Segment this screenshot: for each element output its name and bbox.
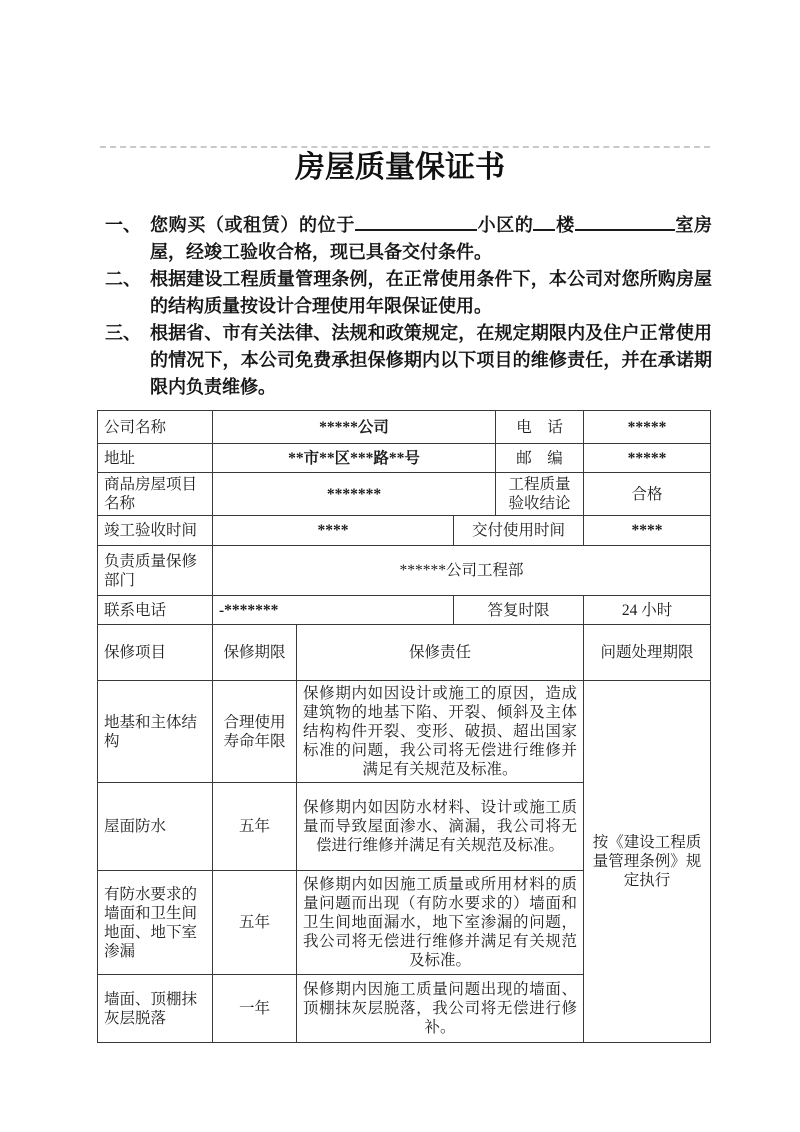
warranty-header-row [98,625,711,681]
phone-value: ***** [584,411,711,444]
handling-deadline-value: 按《建设工程质量管理条例》规定执行 [584,681,711,1043]
warranty-department-label: 负责质量保修部门 [98,546,213,596]
document-title: 房屋质量保证书 [295,151,505,184]
company-name-value: *****公司 [213,411,496,444]
clause-3-number: 三、 [105,323,141,343]
quality-conclusion-value: 合格 [584,473,711,516]
warranty-responsibility: 保修期内因施工质量问题出现的墙面、顶棚抹灰层脱落，我公司将无偿进行修补。 [297,975,584,1043]
table-row [98,516,711,546]
clause-1 [105,212,712,266]
reply-limit-label: 答复时限 [454,596,584,625]
clause-1-segment: 您购买（或租赁）的位于 [150,215,355,235]
warranty-item: 墙面、顶棚抹灰层脱落 [98,975,213,1043]
warranty-period: 五年 [213,783,297,871]
address-value: **市**区***路**号 [213,444,496,473]
warranty-period: 五年 [213,871,297,975]
warranty-period: 合理使用寿命年限 [213,681,297,783]
warranty-responsibility: 保修期内如因施工质量或所用材料的质量问题而出现（有防水要求的）墙面和卫生间地面漏水，地下室渗漏的问题，我公司将无偿进行维修并满足有关规范及标准。 [297,871,584,975]
clause-1-segment: 楼 [555,215,575,235]
warranty-item: 地基和主体结构 [98,681,213,783]
clause-list [105,212,712,401]
warranty-deadline-header: 问题处理期限 [584,625,711,681]
warranty-certificate-table [97,410,711,1043]
warranty-responsibility-header: 保修责任 [297,625,584,681]
warranty-item: 屋面防水 [98,783,213,871]
warranty-row-foundation [98,681,711,783]
clause-2 [105,266,712,320]
clause-1-number: 一、 [105,215,141,235]
clause-1-text [150,212,712,266]
blank-field-building [533,215,555,231]
phone-label: 电 话 [496,411,584,444]
table-row [98,596,711,625]
clause-1-segment: 室房屋，经竣工验收合格，现已具备交付条件。 [150,215,713,262]
warranty-item-header: 保修项目 [98,625,213,681]
table-row [98,411,711,444]
delivery-time-value: **** [584,516,711,546]
project-name-label: 商品房屋项目名称 [98,473,213,516]
blank-field-community [355,215,477,231]
warranty-period: 一年 [213,975,297,1043]
postal-code-label: 邮 编 [496,444,584,473]
company-name-label: 公司名称 [98,411,213,444]
contact-phone-value: -******* [213,596,454,625]
clause-1-segment: 小区的 [476,215,534,235]
completion-time-value: **** [213,516,454,546]
postal-code-value: ***** [584,444,711,473]
clause-2-number: 二、 [105,269,141,289]
table-row [98,546,711,596]
warranty-responsibility: 保修期内如因防水材料、设计或施工质量而导致屋面渗水、滴漏，我公司将无偿进行维修并满足有关规范及标准。 [297,783,584,871]
completion-time-label: 竣工验收时间 [98,516,213,546]
blank-field-room [575,215,675,231]
delivery-time-label: 交付使用时间 [454,516,584,546]
quality-conclusion-label: 工程质量验收结论 [496,473,584,516]
clause-3 [105,320,712,401]
contact-phone-label: 联系电话 [98,596,213,625]
table-row [98,473,711,516]
clause-2-text: 根据建设工程质量管理条例，在正常使用条件下，本公司对您所购房屋的结构质量按设计合理使用年限保证使用。 [150,269,712,316]
project-name-value: ******* [213,473,496,516]
address-label: 地址 [98,444,213,473]
warranty-period-header: 保修期限 [213,625,297,681]
warranty-item: 有防水要求的墙面和卫生间地面、地下室渗漏 [98,871,213,975]
table-row [98,444,711,473]
clause-3-text: 根据省、市有关法律、法规和政策规定，在规定期限内及住户正常使用的情况下，本公司免费承担保修期内以下项目的维修责任，并在承诺期限内负责维修。 [150,323,712,397]
warranty-responsibility: 保修期内如因设计或施工的原因，造成建筑物的地基下陷、开裂、倾斜及主体结构构件开裂、变形、破损、超出国家标准的问题，我公司将无偿进行维修并满足有关规范及标准。 [297,681,584,783]
reply-limit-value: 24 小时 [584,596,711,625]
page-break-dashed-line [100,146,710,148]
warranty-department-value: ******公司工程部 [213,546,711,596]
